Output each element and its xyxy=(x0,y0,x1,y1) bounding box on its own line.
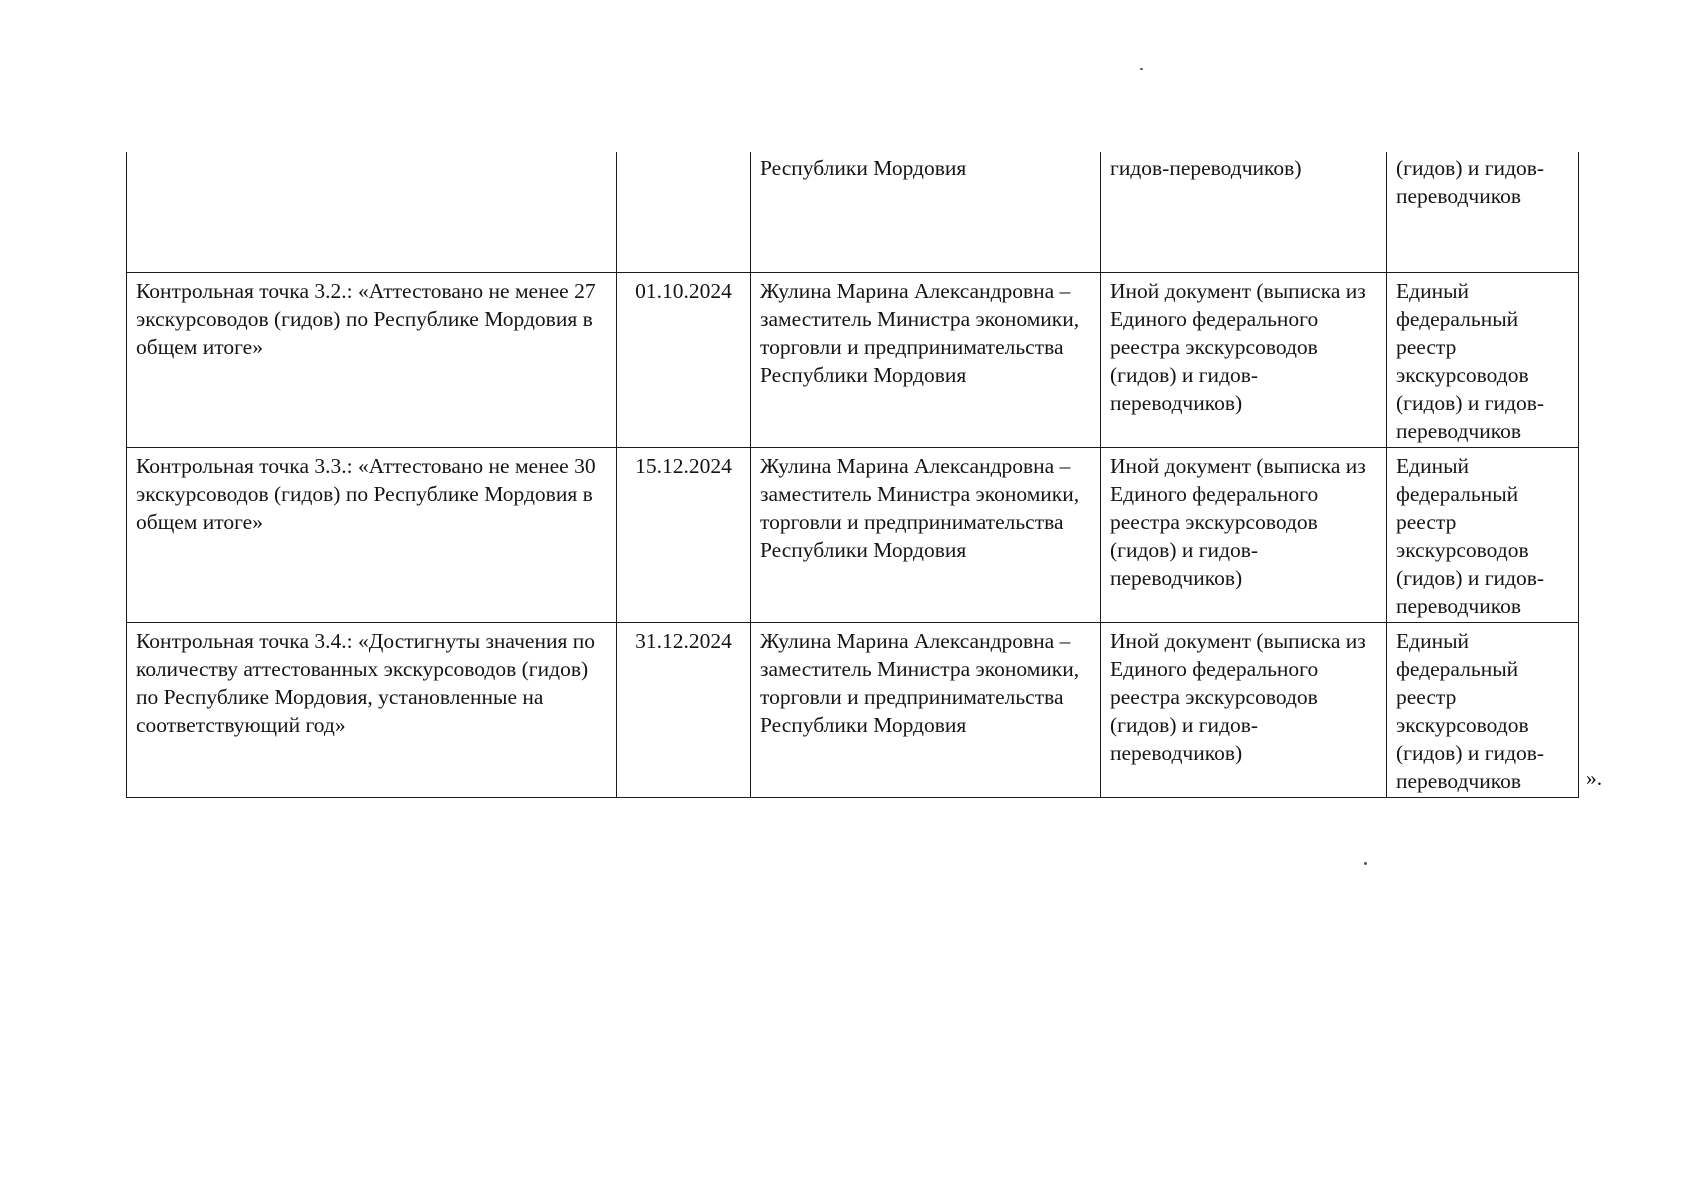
table-row xyxy=(127,448,1579,623)
cell-information-system: Единый федеральный реестр экскурсоводов (гидов) и гидов-переводчиков xyxy=(1387,623,1579,798)
table-row xyxy=(127,273,1579,448)
cell-document: Иной документ (выписка из Единого федерального реестра экскурсоводов (гидов) и гидов-переводчиков) xyxy=(1101,448,1387,623)
cell-responsible: Жулина Марина Александровна – заместитель Министра экономики, торговли и предпринимательства Республики Мордовия xyxy=(751,273,1101,448)
scan-speck xyxy=(1364,862,1367,865)
cell-document: Иной документ (выписка из Единого федерального реестра экскурсоводов (гидов) и гидов-переводчиков) xyxy=(1101,623,1387,798)
control-points-table xyxy=(126,152,1579,798)
table-row xyxy=(127,623,1579,798)
cell-responsible: Республики Мордовия xyxy=(751,152,1101,273)
cell-responsible: Жулина Марина Александровна – заместитель Министра экономики, торговли и предпринимательства Республики Мордовия xyxy=(751,623,1101,798)
cell-name: Контрольная точка 3.3.: «Аттестовано не менее 30 экскурсоводов (гидов) по Республике Мордовия в общем итоге» xyxy=(127,448,617,623)
table-row-continuation xyxy=(127,152,1579,273)
cell-responsible: Жулина Марина Александровна – заместитель Министра экономики, торговли и предпринимательства Республики Мордовия xyxy=(751,448,1101,623)
cell-name: Контрольная точка 3.2.: «Аттестовано не менее 27 экскурсоводов (гидов) по Республике Мордовия в общем итоге» xyxy=(127,273,617,448)
cell-information-system: (гидов) и гидов-переводчиков xyxy=(1387,152,1579,273)
cell-date: 15.12.2024 xyxy=(617,448,751,623)
cell-date: 31.12.2024 xyxy=(617,623,751,798)
cell-document: Иной документ (выписка из Единого федерального реестра экскурсоводов (гидов) и гидов-переводчиков) xyxy=(1101,273,1387,448)
cell-name: Контрольная точка 3.4.: «Достигнуты значения по количеству аттестованных экскурсоводов (гидов) по Республике Мордовия, установленные на соответствующий год» xyxy=(127,623,617,798)
cell-information-system: Единый федеральный реестр экскурсоводов (гидов) и гидов-переводчиков xyxy=(1387,273,1579,448)
cell-name xyxy=(127,152,617,273)
cell-document: гидов-переводчиков) xyxy=(1101,152,1387,273)
cell-information-system: Единый федеральный реестр экскурсоводов (гидов) и гидов-переводчиков xyxy=(1387,448,1579,623)
cell-date xyxy=(617,152,751,273)
scan-speck xyxy=(1140,68,1143,70)
closing-quote: ». xyxy=(1586,766,1603,790)
cell-date: 01.10.2024 xyxy=(617,273,751,448)
